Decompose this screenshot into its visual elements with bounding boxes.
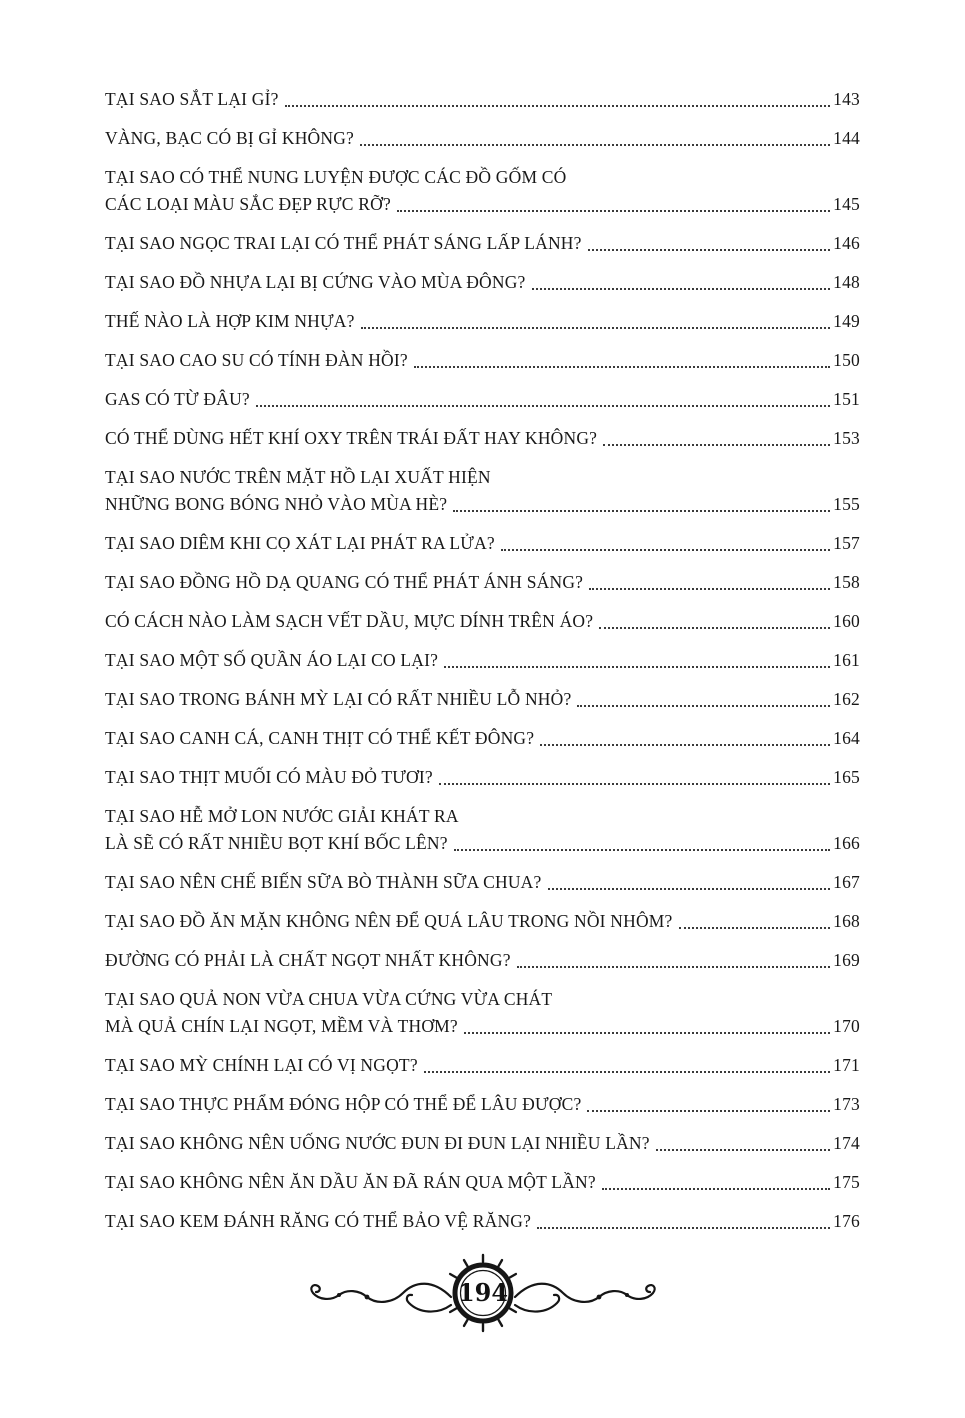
dot-leader	[285, 105, 831, 107]
toc-entry-page-number: 143	[833, 89, 860, 109]
dot-leader	[599, 627, 830, 629]
dot-leader	[397, 210, 830, 212]
toc-entry-page-number: 171	[833, 1055, 860, 1075]
toc-entry-title: ĐƯỜNG CÓ PHẢI LÀ CHẤT NGỌT NHẤT KHÔNG?	[105, 950, 511, 970]
toc-entry-title: TẠI SAO TRONG BÁNH MỲ LẠI CÓ RẤT NHIỀU LỖ NHỎ?	[105, 689, 572, 709]
toc-entry	[105, 164, 860, 218]
toc-entry-title: CÁC LOẠI MÀU SẮC ĐẸP RỰC RỠ?	[105, 194, 391, 214]
page-footer	[105, 1247, 860, 1339]
toc-entry-title: TẠI SAO MỲ CHÍNH LẠI CÓ VỊ NGỌT?	[105, 1055, 418, 1075]
toc-line-with-page	[105, 308, 860, 335]
toc-entry	[105, 947, 860, 974]
toc-line-with-page	[105, 386, 860, 413]
toc-entry-title: TẠI SAO CANH CÁ, CANH THỊT CÓ THỂ KẾT ĐÔNG?	[105, 728, 535, 748]
toc-entry	[105, 269, 860, 296]
dot-leader	[414, 366, 830, 368]
dot-leader	[256, 405, 830, 407]
toc-entry-page-number: 153	[833, 428, 860, 448]
toc-entry-page-number: 167	[833, 872, 860, 892]
toc-entry-title: TẠI SAO SẮT LẠI GỈ?	[105, 89, 279, 109]
toc-entry-title: VÀNG, BẠC CÓ BỊ GỈ KHÔNG?	[105, 128, 355, 148]
toc-entry-page-number: 148	[833, 272, 860, 292]
toc-line-with-page	[105, 269, 860, 296]
toc-entry-title: CÓ CÁCH NÀO LÀM SẠCH VẾT DẦU, MỰC DÍNH TRÊN ÁO?	[105, 611, 594, 631]
toc-line-continued	[105, 164, 860, 191]
toc-entry-title: TẠI SAO KEM ĐÁNH RĂNG CÓ THỂ BẢO VỆ RĂNG?	[105, 1211, 532, 1231]
toc-line-with-page	[105, 491, 860, 518]
toc-entry	[105, 1208, 860, 1235]
toc-entry-title: MÀ QUẢ CHÍN LẠI NGỌT, MỀM VÀ THƠM?	[105, 1016, 458, 1036]
dot-leader	[679, 927, 831, 929]
toc-line-with-page	[105, 425, 860, 452]
toc-entry	[105, 386, 860, 413]
dot-leader	[602, 1188, 830, 1190]
toc-entry	[105, 764, 860, 791]
dot-leader	[501, 549, 830, 551]
toc-entry	[105, 464, 860, 518]
toc-entry-title: TẠI SAO NƯỚC TRÊN MẶT HỒ LẠI XUẤT HIỆN	[105, 467, 491, 487]
toc-entry	[105, 647, 860, 674]
dot-leader	[361, 327, 831, 329]
toc-entry-title: TẠI SAO ĐỒNG HỒ DẠ QUANG CÓ THỂ PHÁT ÁNH SÁNG?	[105, 572, 584, 592]
toc-line-with-page	[105, 608, 860, 635]
toc-entry-title: TẠI SAO THỊT MUỐI CÓ MÀU ĐỎ TƯƠI?	[105, 767, 433, 787]
dot-leader	[424, 1071, 830, 1073]
toc-entry-page-number: 160	[833, 611, 860, 631]
toc-entry	[105, 608, 860, 635]
toc-entry-title: TẠI SAO MỘT SỐ QUẦN ÁO LẠI CO LẠI?	[105, 650, 439, 670]
toc-entry-title: TẠI SAO ĐỒ ĂN MẶN KHÔNG NÊN ĐỂ QUÁ LÂU TRONG NỒI NHÔM?	[105, 911, 673, 931]
toc-entry-title: TẠI SAO NÊN CHẾ BIẾN SỮA BÒ THÀNH SỮA CHUA?	[105, 872, 542, 892]
toc-entry	[105, 803, 860, 857]
dot-leader	[453, 510, 830, 512]
toc-line-with-page	[105, 830, 860, 857]
dot-leader	[589, 588, 830, 590]
dot-leader	[439, 783, 830, 785]
toc-entry	[105, 425, 860, 452]
dot-leader	[532, 288, 831, 290]
dot-leader	[360, 144, 830, 146]
toc-line-with-page	[105, 125, 860, 152]
toc-entry-page-number: 149	[833, 311, 860, 331]
toc-line-with-page	[105, 569, 860, 596]
toc-entry-title: LÀ SẼ CÓ RẤT NHIỀU BỌT KHÍ BỐC LÊN?	[105, 833, 448, 853]
toc-line-continued	[105, 803, 860, 830]
toc-entry-title: THẾ NÀO LÀ HỢP KIM NHỰA?	[105, 311, 355, 331]
toc-entry-page-number: 168	[833, 911, 860, 931]
toc-entry-page-number: 165	[833, 767, 860, 787]
toc-line-continued	[105, 464, 860, 491]
toc-line-with-page	[105, 686, 860, 713]
toc-entry-title: NHỮNG BONG BÓNG NHỎ VÀO MÙA HÈ?	[105, 494, 448, 514]
toc-line-with-page	[105, 869, 860, 896]
toc-entry-title: TẠI SAO KHÔNG NÊN ĂN DẦU ĂN ĐÃ RÁN QUA MỘT LẦN?	[105, 1172, 596, 1192]
toc-entry-title: CÓ THỂ DÙNG HẾT KHÍ OXY TRÊN TRÁI ĐẤT HAY KHÔNG?	[105, 428, 598, 448]
toc-entry-page-number: 161	[833, 650, 860, 670]
toc-line-with-page	[105, 86, 860, 113]
toc-line-with-page	[105, 1208, 860, 1235]
toc-entry-page-number: 170	[833, 1016, 860, 1036]
dot-leader	[517, 966, 830, 968]
toc-line-continued	[105, 986, 860, 1013]
toc-entry	[105, 869, 860, 896]
toc-line-with-page	[105, 764, 860, 791]
toc-entry-page-number: 146	[833, 233, 860, 253]
toc-entry-title: TẠI SAO ĐỒ NHỰA LẠI BỊ CỨNG VÀO MÙA ĐÔNG?	[105, 272, 526, 292]
toc-line-with-page	[105, 725, 860, 752]
dot-leader	[537, 1227, 830, 1229]
toc-entry	[105, 125, 860, 152]
dot-leader	[444, 666, 830, 668]
toc-line-with-page	[105, 347, 860, 374]
toc-entry	[105, 725, 860, 752]
toc-line-with-page	[105, 647, 860, 674]
dot-leader	[464, 1032, 830, 1034]
toc-entry-page-number: 151	[833, 389, 860, 409]
toc-entry-page-number: 155	[833, 494, 860, 514]
toc-entry	[105, 230, 860, 257]
toc-entry-title: TẠI SAO QUẢ NON VỪA CHUA VỪA CỨNG VỪA CHÁT	[105, 989, 553, 1009]
dot-leader	[587, 1110, 830, 1112]
toc-entry-page-number: 150	[833, 350, 860, 370]
toc-entry-page-number: 157	[833, 533, 860, 553]
dot-leader	[588, 249, 831, 251]
toc-entry	[105, 530, 860, 557]
toc-entry-page-number: 166	[833, 833, 860, 853]
page-number-ornament-icon	[303, 1247, 663, 1339]
toc-entry-page-number: 164	[833, 728, 860, 748]
toc-entry	[105, 986, 860, 1040]
toc-entry	[105, 1052, 860, 1079]
dot-leader	[577, 705, 830, 707]
toc-entry	[105, 908, 860, 935]
dot-leader	[603, 444, 830, 446]
toc-line-with-page	[105, 530, 860, 557]
toc-line-with-page	[105, 947, 860, 974]
toc-line-with-page	[105, 908, 860, 935]
dot-leader	[540, 744, 830, 746]
toc-entry-page-number: 174	[833, 1133, 860, 1153]
toc-line-with-page	[105, 1052, 860, 1079]
dot-leader	[454, 849, 830, 851]
toc-entry-page-number: 169	[833, 950, 860, 970]
toc-entry	[105, 686, 860, 713]
toc-entry-page-number: 145	[833, 194, 860, 214]
toc-entry	[105, 308, 860, 335]
toc-line-with-page	[105, 191, 860, 218]
toc-line-with-page	[105, 1013, 860, 1040]
toc-entry-title: TẠI SAO HỄ MỞ LON NƯỚC GIẢI KHÁT RA	[105, 806, 459, 826]
toc-entry-title: TẠI SAO DIÊM KHI CỌ XÁT LẠI PHÁT RA LỬA?	[105, 533, 495, 553]
toc-entry	[105, 1169, 860, 1196]
toc-entry	[105, 1130, 860, 1157]
dot-leader	[548, 888, 831, 890]
toc-entry	[105, 1091, 860, 1118]
toc-entry-page-number: 173	[833, 1094, 860, 1114]
toc-entry-title: TẠI SAO CAO SU CÓ TÍNH ĐÀN HỒI?	[105, 350, 408, 370]
toc-entry-page-number: 162	[833, 689, 860, 709]
toc-entry	[105, 86, 860, 113]
toc-entry-page-number: 176	[833, 1211, 860, 1231]
dot-leader	[656, 1149, 830, 1151]
toc-line-with-page	[105, 1091, 860, 1118]
page-number: 194	[457, 1278, 508, 1307]
toc-entry	[105, 347, 860, 374]
toc-line-with-page	[105, 230, 860, 257]
toc-entry-title: TẠI SAO THỰC PHẨM ĐÓNG HỘP CÓ THỂ ĐỂ LÂU ĐƯỢC?	[105, 1094, 582, 1114]
toc-entry-title: GAS CÓ TỪ ĐÂU?	[105, 389, 250, 409]
toc-entry-title: TẠI SAO KHÔNG NÊN UỐNG NƯỚC ĐUN ĐI ĐUN LẠI NHIỀU LẦN?	[105, 1133, 650, 1153]
toc-entry-page-number: 144	[833, 128, 860, 148]
toc-entry-page-number: 158	[833, 572, 860, 592]
toc-entry-title: TẠI SAO NGỌC TRAI LẠI CÓ THỂ PHÁT SÁNG LẤP LÁNH?	[105, 233, 582, 253]
toc-entry	[105, 569, 860, 596]
toc-entry-title: TẠI SAO CÓ THỂ NUNG LUYỆN ĐƯỢC CÁC ĐỒ GỐM CÓ	[105, 167, 567, 187]
toc-entry-page-number: 175	[833, 1172, 860, 1192]
toc-list	[105, 86, 860, 1235]
toc-line-with-page	[105, 1169, 860, 1196]
toc-line-with-page	[105, 1130, 860, 1157]
